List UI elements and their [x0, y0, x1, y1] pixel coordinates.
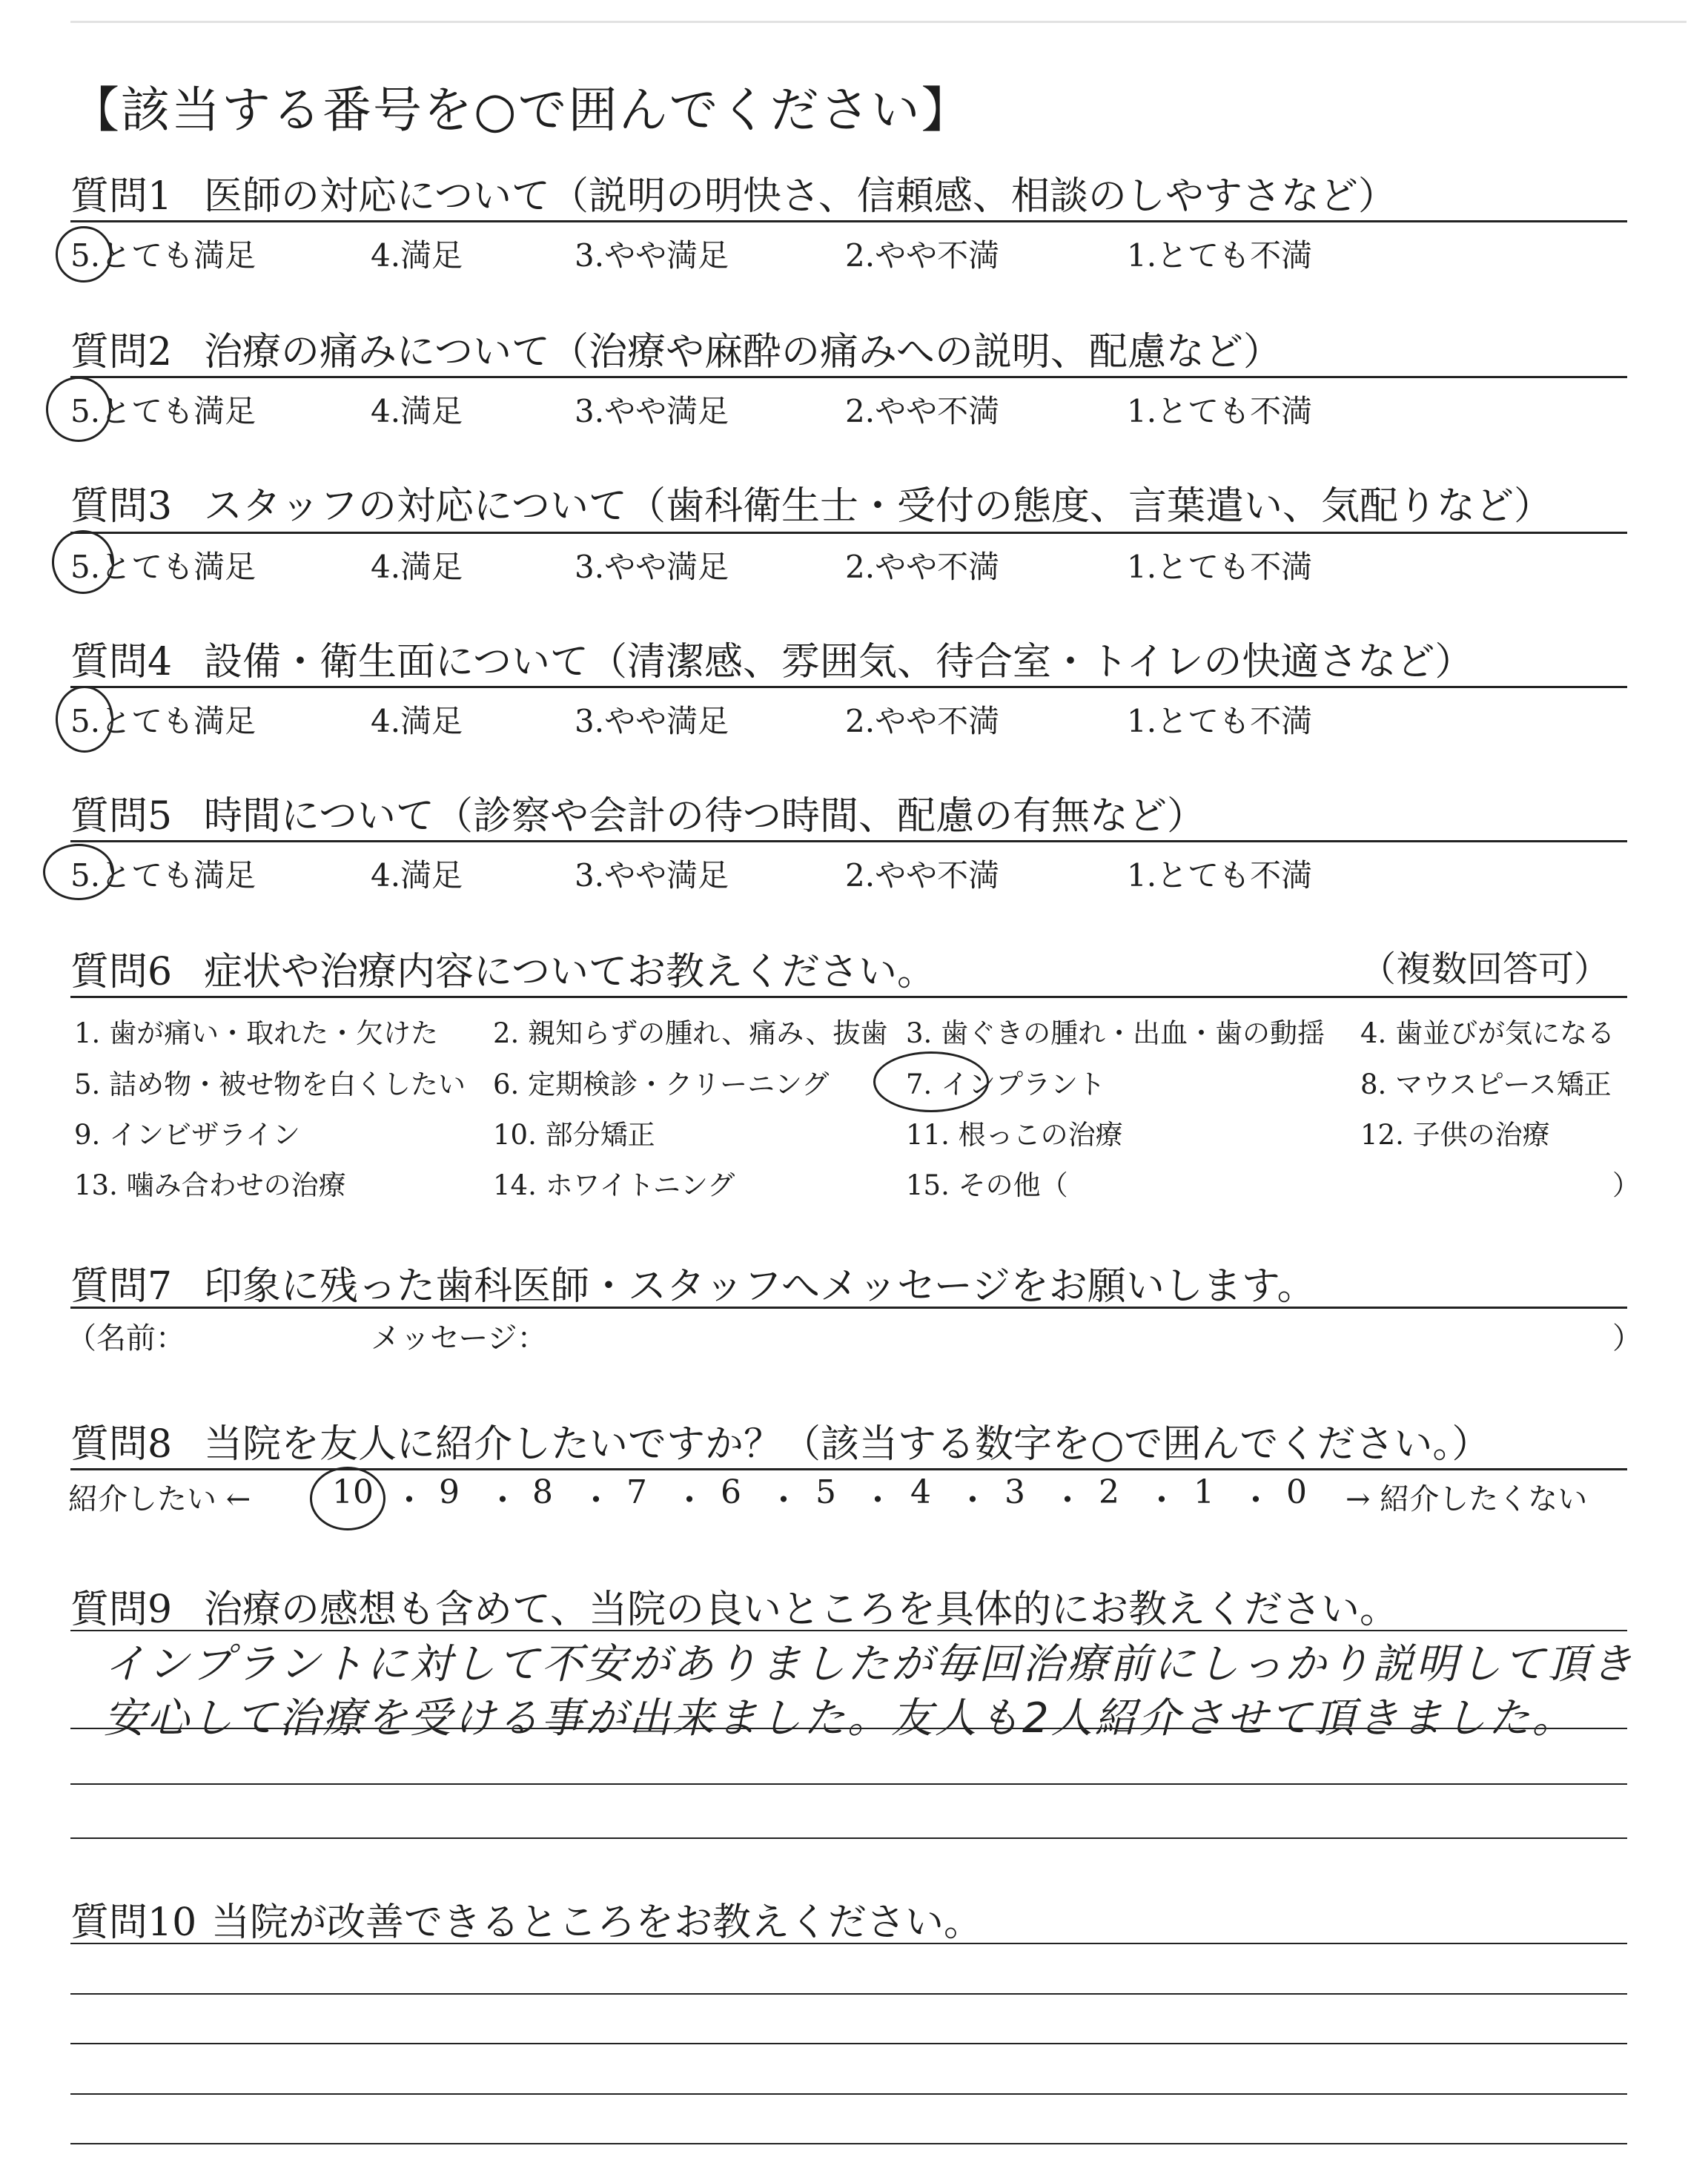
- selection-circle: [43, 844, 114, 900]
- question-heading: [70, 940, 936, 996]
- symptom-option-14[interactable]: 14. ホワイトニング: [493, 1169, 735, 1201]
- question-text: 治療の感想も含めて、当院の良いところを具体的にお教えください。: [204, 1588, 1398, 1632]
- question-number: 質問10: [70, 1900, 197, 1945]
- question-text: 医師の対応について（説明の明快さ、信頼感、相談のしやすさなど）: [204, 174, 1397, 219]
- form-title: 【該当する番号を○で囲んでください】: [70, 82, 972, 139]
- symptom-option-12[interactable]: 12. 子供の治療: [1360, 1119, 1550, 1151]
- divider: [70, 220, 1627, 222]
- scale-value-7[interactable]: 7: [626, 1473, 647, 1511]
- selection-circle: [873, 1051, 989, 1112]
- question-number: 質問2: [70, 330, 173, 374]
- rating-option-3[interactable]: 3.やや満足: [575, 857, 729, 894]
- other-close-paren: ）: [1612, 1169, 1640, 1201]
- rating-option-2[interactable]: 2.やや不満: [845, 857, 1000, 894]
- question-heading: [70, 1413, 1490, 1468]
- divider: [70, 996, 1627, 998]
- rating-option-1[interactable]: 1.とても不満: [1127, 393, 1313, 429]
- rating-option-2[interactable]: 2.やや不満: [845, 393, 1000, 429]
- question-text: 時間について（診察や会計の待つ時間、配慮の有無など）: [204, 794, 1205, 839]
- question-number: 質問4: [70, 640, 173, 684]
- rating-option-4[interactable]: 4.満足: [371, 857, 463, 894]
- question-heading: [70, 165, 1397, 220]
- question-heading: [70, 475, 1552, 530]
- question-number: 質問1: [70, 174, 173, 219]
- question-text: スタッフの対応について（歯科衛生士・受付の態度、言葉遣い、気配りなど）: [204, 484, 1552, 529]
- question-heading: [70, 320, 1282, 376]
- selection-circle: [56, 226, 112, 283]
- selection-circle: [310, 1467, 385, 1530]
- scale-dot: ・: [486, 1482, 519, 1519]
- question-text: 治療の痛みについて（治療や麻酔の痛みへの説明、配慮など）: [204, 330, 1282, 374]
- close-paren: ）: [1612, 1321, 1642, 1355]
- selection-circle: [46, 377, 111, 442]
- scale-value-0[interactable]: 0: [1286, 1473, 1307, 1511]
- question-text: 当院を友人に紹介したいですか？（該当する数字を○で囲んでください。）: [204, 1422, 1491, 1467]
- rating-option-4[interactable]: 4.満足: [371, 549, 463, 585]
- answer-line: [70, 2143, 1627, 2144]
- divider: [70, 686, 1627, 688]
- question-number: 質問6: [70, 950, 173, 994]
- handwritten-answer-line-1: インプラントに対して不安がありましたが毎回治療前にしっかり説明して頂き: [104, 1640, 1635, 1688]
- scale-dot: ・: [673, 1482, 706, 1519]
- rating-option-5[interactable]: 5.とても満足: [70, 549, 256, 585]
- scale-dot: ・: [861, 1482, 894, 1519]
- symptom-option-6[interactable]: 6. 定期検診・クリーニング: [493, 1069, 830, 1100]
- question-heading: [70, 1891, 982, 1946]
- top-border: [70, 21, 1687, 23]
- divider: [70, 1307, 1627, 1309]
- rating-option-1[interactable]: 1.とても不満: [1127, 237, 1313, 274]
- rating-option-4[interactable]: 4.満足: [371, 393, 463, 429]
- symptom-option-9[interactable]: 9. インビザライン: [74, 1119, 300, 1151]
- question-text: 設備・衛生面について（清潔感、雰囲気、待合室・トイレの快適さなど）: [204, 640, 1474, 684]
- rating-option-4[interactable]: 4.満足: [371, 237, 463, 274]
- selection-circle: [56, 686, 113, 753]
- answer-line: [70, 1943, 1627, 1944]
- scale-value-6[interactable]: 6: [721, 1473, 741, 1511]
- symptom-option-2[interactable]: 2. 親知らずの腫れ、痛み、抜歯: [493, 1017, 888, 1049]
- handwritten-answer-line-2: 安心して治療を受ける事が出来ました。友人も2人紹介させて頂きました。: [104, 1694, 1576, 1743]
- question-text: 印象に残った歯科医師・スタッフへメッセージをお願いします。: [204, 1264, 1316, 1309]
- rating-option-2[interactable]: 2.やや不満: [845, 703, 1000, 739]
- selection-circle: [52, 530, 114, 594]
- question-number: 質問7: [70, 1264, 173, 1309]
- rating-option-5[interactable]: 5.とても満足: [70, 703, 256, 739]
- symptom-option-7[interactable]: 7. インプラント: [906, 1069, 1106, 1100]
- question-text: 症状や治療内容についてお教えください。: [204, 950, 936, 994]
- multiple-answer-note: （複数回答可）: [1360, 948, 1610, 990]
- answer-line: [70, 1993, 1627, 1995]
- scale-dot: ・: [956, 1482, 989, 1519]
- scale-value-9[interactable]: 9: [439, 1473, 460, 1511]
- question-heading: [70, 630, 1473, 686]
- message-label: メッセージ：: [371, 1321, 547, 1355]
- scale-dot: ・: [393, 1482, 426, 1519]
- rating-option-3[interactable]: 3.やや満足: [575, 237, 729, 274]
- scale-value-3[interactable]: 3: [1004, 1473, 1025, 1511]
- rating-option-1[interactable]: 1.とても不満: [1127, 857, 1313, 894]
- scale-dot: ・: [767, 1482, 800, 1519]
- symptom-option-13[interactable]: 13. 噛み合わせの治療: [74, 1169, 346, 1201]
- symptom-option-3[interactable]: 3. 歯ぐきの腫れ・出血・歯の動揺: [906, 1017, 1325, 1049]
- question-heading: [70, 1255, 1316, 1310]
- symptom-option-5[interactable]: 5. 詰め物・被せ物を白くしたい: [74, 1069, 466, 1100]
- rating-option-1[interactable]: 1.とても不満: [1127, 703, 1313, 739]
- rating-option-4[interactable]: 4.満足: [371, 703, 463, 739]
- name-label: （名前：: [67, 1321, 185, 1355]
- recommend-left-label: 紹介したい ←: [68, 1482, 251, 1516]
- rating-option-1[interactable]: 1.とても不満: [1127, 549, 1313, 585]
- question-number: 質問3: [70, 484, 173, 529]
- scale-dot: ・: [580, 1482, 612, 1519]
- symptom-option-11[interactable]: 11. 根っこの治療: [906, 1119, 1123, 1151]
- rating-option-2[interactable]: 2.やや不満: [845, 237, 1000, 274]
- answer-line: [70, 1783, 1627, 1785]
- divider: [70, 1468, 1627, 1470]
- divider: [70, 840, 1627, 842]
- scale-value-8[interactable]: 8: [532, 1473, 553, 1511]
- scale-dot: ・: [1145, 1482, 1178, 1519]
- question-number: 質問5: [70, 794, 173, 839]
- symptom-option-8[interactable]: 8. マウスピース矯正: [1360, 1069, 1612, 1100]
- question-text: 当院が改善できるところをお教えください。: [211, 1900, 983, 1945]
- answer-line: [70, 2093, 1627, 2095]
- scale-value-4[interactable]: 4: [910, 1473, 931, 1511]
- divider: [70, 376, 1627, 378]
- scale-dot: ・: [1239, 1482, 1272, 1519]
- rating-option-5[interactable]: 5.とても満足: [70, 237, 256, 274]
- rating-option-3[interactable]: 3.やや満足: [575, 393, 729, 429]
- question-heading: [70, 785, 1205, 840]
- scale-dot: ・: [1051, 1482, 1084, 1519]
- answer-line: [70, 1837, 1627, 1839]
- rating-option-3[interactable]: 3.やや満足: [575, 703, 729, 739]
- symptom-option-1[interactable]: 1. 歯が痛い・取れた・欠けた: [74, 1017, 439, 1049]
- rating-option-2[interactable]: 2.やや不満: [845, 549, 1000, 585]
- scale-value-5[interactable]: 5: [815, 1473, 836, 1511]
- symptom-option-15[interactable]: 15. その他（: [906, 1169, 1068, 1201]
- rating-option-5[interactable]: 5.とても満足: [70, 393, 256, 429]
- question-heading: [70, 1578, 1398, 1634]
- rating-option-5[interactable]: 5.とても満足: [70, 857, 256, 894]
- scale-value-10[interactable]: 10: [332, 1473, 374, 1511]
- question-number: 質問8: [70, 1422, 173, 1467]
- symptom-option-10[interactable]: 10. 部分矯正: [493, 1119, 655, 1151]
- question-number: 質問9: [70, 1588, 173, 1632]
- scale-value-2[interactable]: 2: [1099, 1473, 1119, 1511]
- divider: [70, 532, 1627, 534]
- recommend-right-label: → 紹介したくない: [1345, 1482, 1588, 1516]
- answer-line: [70, 2043, 1627, 2044]
- symptom-option-4[interactable]: 4. 歯並びが気になる: [1360, 1017, 1615, 1049]
- scale-value-1[interactable]: 1: [1194, 1473, 1214, 1511]
- rating-option-3[interactable]: 3.やや満足: [575, 549, 729, 585]
